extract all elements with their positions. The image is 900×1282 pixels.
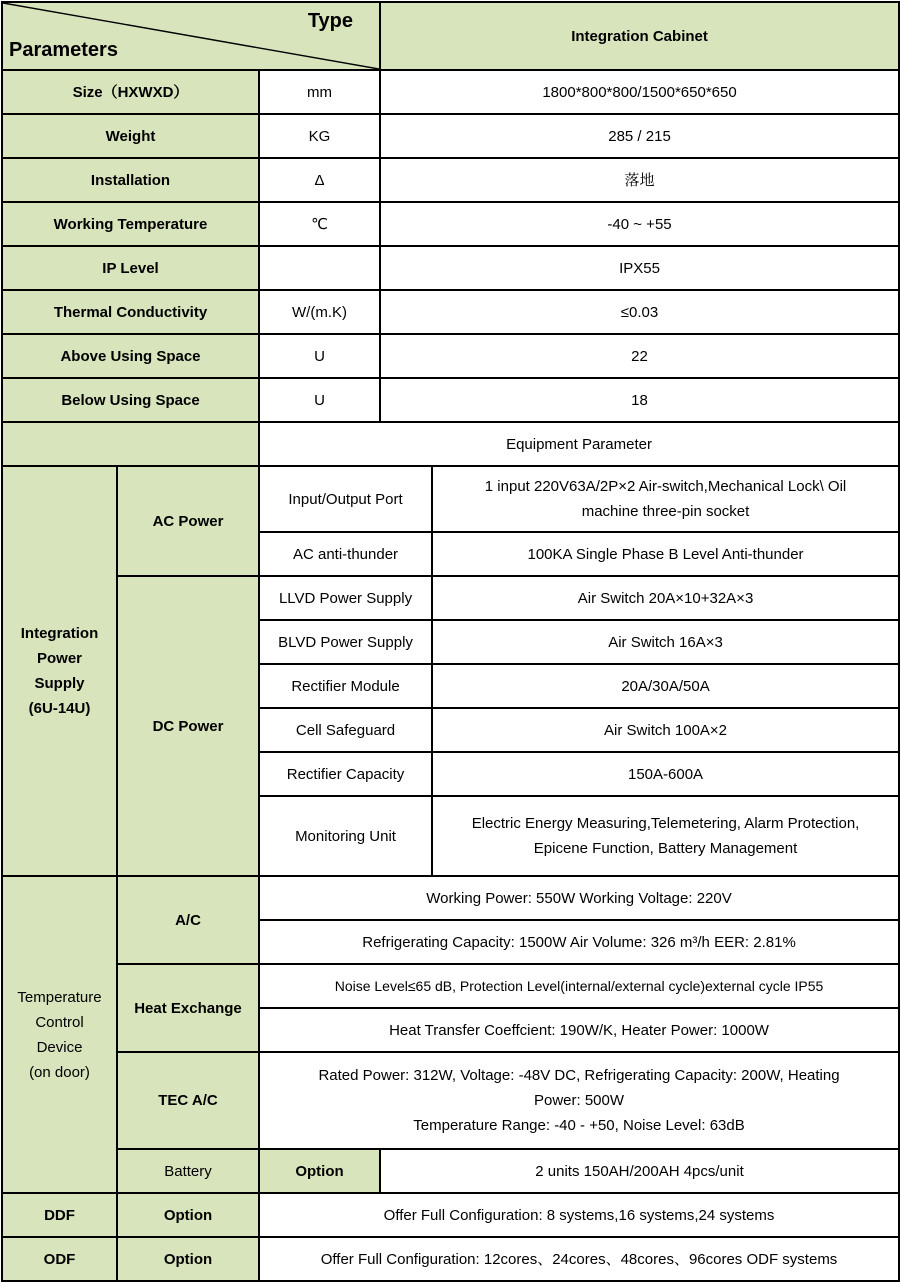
param-value: IPX55 xyxy=(380,246,899,290)
header-row xyxy=(2,2,899,70)
param-value: ≤0.03 xyxy=(380,290,899,334)
param-unit: U xyxy=(259,334,380,378)
param-name: IP Level xyxy=(2,246,259,290)
param-value: 1800*800*800/1500*650*650 xyxy=(380,70,899,114)
param-unit: mm xyxy=(259,70,380,114)
param-name: Thermal Conductivity xyxy=(2,290,259,334)
param-name: Size（HXWXD） xyxy=(2,70,259,114)
item-name: AC anti-thunder xyxy=(259,532,432,576)
param-row xyxy=(2,290,899,334)
option-name: DDF xyxy=(2,1193,117,1237)
param-row xyxy=(2,114,899,158)
temp-value: Heat Transfer Coeffcient: 190W/K, Heater Power: 1000W xyxy=(259,1008,899,1052)
option-row xyxy=(2,1193,899,1237)
param-value: 18 xyxy=(380,378,899,422)
header-diagonal-cell xyxy=(2,2,380,70)
item-name: LLVD Power Supply xyxy=(259,576,432,620)
param-row xyxy=(2,158,899,202)
ac-unit-label: A/C xyxy=(117,876,259,964)
param-row xyxy=(2,202,899,246)
param-unit xyxy=(259,246,380,290)
param-unit: KG xyxy=(259,114,380,158)
param-row xyxy=(2,246,899,290)
option-value: Offer Full Configuration: 12cores、24cores、48cores、96cores ODF systems xyxy=(259,1237,899,1281)
option-row xyxy=(2,1149,899,1193)
option-type: Option xyxy=(259,1149,380,1193)
temperature-control-label: Temperature Control Device (on door) xyxy=(2,876,117,1193)
option-type: Option xyxy=(117,1193,259,1237)
option-value: 2 units 150AH/200AH 4pcs/unit xyxy=(380,1149,899,1193)
item-name: Input/Output Port xyxy=(259,466,432,532)
param-name: Above Using Space xyxy=(2,334,259,378)
option-name: Battery xyxy=(117,1149,259,1193)
temp-row xyxy=(2,964,899,1008)
param-row xyxy=(2,70,899,114)
dc-power-label: DC Power xyxy=(117,576,259,876)
temp-value: Rated Power: 312W, Voltage: -48V DC, Refrigerating Capacity: 200W, Heating Power: 500W Temperature Range: -40 - +50, Noise Level: 63dB xyxy=(259,1052,899,1149)
option-type: Option xyxy=(117,1237,259,1281)
param-value: 22 xyxy=(380,334,899,378)
temp-value: Refrigerating Capacity: 1500W Air Volume: 326 m³/h EER: 2.81% xyxy=(259,920,899,964)
type-label: Type xyxy=(307,10,354,32)
item-name: BLVD Power Supply xyxy=(259,620,432,664)
item-name: Rectifier Capacity xyxy=(259,752,432,796)
option-value: Offer Full Configuration: 8 systems,16 systems,24 systems xyxy=(259,1193,899,1237)
item-value: 20A/30A/50A xyxy=(432,664,899,708)
ac-power-label: AC Power xyxy=(117,466,259,576)
temp-row xyxy=(2,876,899,920)
param-unit: U xyxy=(259,378,380,422)
param-name: Weight xyxy=(2,114,259,158)
section-row xyxy=(2,422,899,466)
param-name: Below Using Space xyxy=(2,378,259,422)
item-name: Rectifier Module xyxy=(259,664,432,708)
option-row xyxy=(2,1237,899,1281)
param-unit: Δ xyxy=(259,158,380,202)
item-value: Air Switch 100A×2 xyxy=(432,708,899,752)
item-value: Electric Energy Measuring,Telemetering, Alarm Protection, Epicene Function, Battery Management xyxy=(432,796,899,876)
temp-value: Noise Level≤65 dB, Protection Level(internal/external cycle)external cycle IP55 xyxy=(259,964,899,1008)
item-value: 1 input 220V63A/2P×2 Air-switch,Mechanical Lock\ Oil machine three-pin socket xyxy=(432,466,899,532)
section-blank xyxy=(2,422,259,466)
param-unit: W/(m.K) xyxy=(259,290,380,334)
spec-table xyxy=(1,1,900,1282)
param-value: -40 ~ +55 xyxy=(380,202,899,246)
parameters-label: Parameters xyxy=(9,39,118,61)
param-row xyxy=(2,334,899,378)
param-value: 落地 xyxy=(380,158,899,202)
power-supply-label: Integration Power Supply (6U-14U) xyxy=(2,466,117,876)
item-value: Air Switch 16A×3 xyxy=(432,620,899,664)
power-row xyxy=(2,466,899,532)
item-name: Cell Safeguard xyxy=(259,708,432,752)
param-name: Installation xyxy=(2,158,259,202)
option-name: ODF xyxy=(2,1237,117,1281)
product-name: Integration Cabinet xyxy=(380,2,899,70)
heat-exchange-label: Heat Exchange xyxy=(117,964,259,1052)
item-value: 150A-600A xyxy=(432,752,899,796)
item-value: 100KA Single Phase B Level Anti-thunder xyxy=(432,532,899,576)
param-value: 285 / 215 xyxy=(380,114,899,158)
tec-ac-label: TEC A/C xyxy=(117,1052,259,1149)
param-unit: ℃ xyxy=(259,202,380,246)
section-title: Equipment Parameter xyxy=(259,422,899,466)
temp-value: Working Power: 550W Working Voltage: 220V xyxy=(259,876,899,920)
temp-row xyxy=(2,1052,899,1149)
power-row xyxy=(2,576,899,620)
item-value: Air Switch 20A×10+32A×3 xyxy=(432,576,899,620)
param-name: Working Temperature xyxy=(2,202,259,246)
param-row xyxy=(2,378,899,422)
item-name: Monitoring Unit xyxy=(259,796,432,876)
